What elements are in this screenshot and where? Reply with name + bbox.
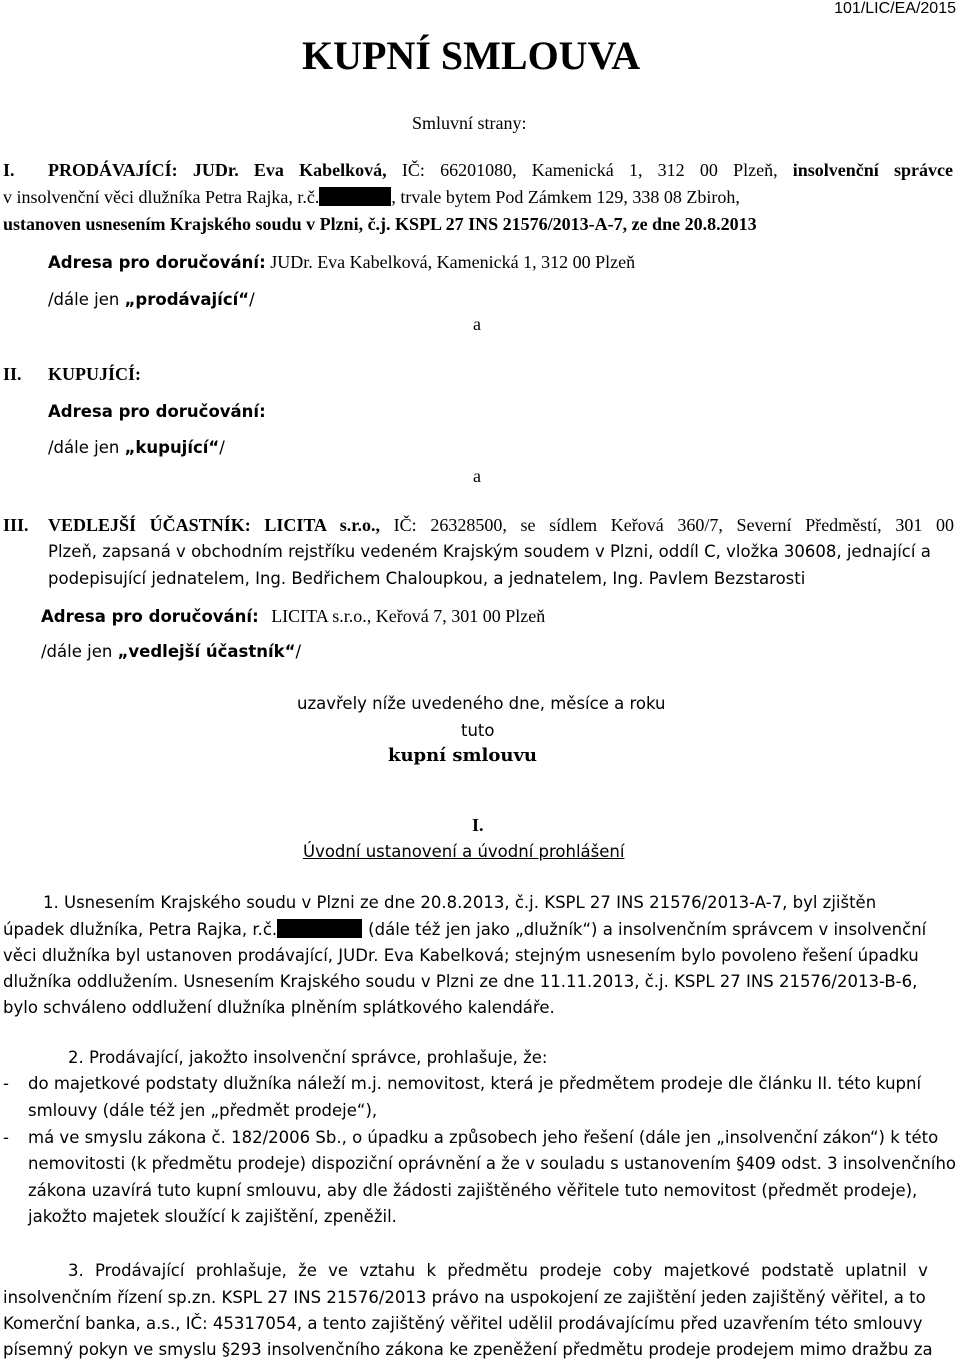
p3-line3: Komerční banka, a.s., IČ: 45317054, a tento zajištěný věřitel udělil prodávajícímu před uzavřením této smlouvy: [3, 1314, 923, 1333]
aka-name: „kupující“: [124, 438, 220, 457]
party3-number: III.: [3, 515, 29, 535]
p2-bullet1-dash: -: [3, 1074, 9, 1093]
aka-suffix: /: [295, 642, 302, 661]
party1-number: I.: [3, 160, 15, 180]
party2-address-label: Adresa pro doručování:: [48, 402, 266, 421]
aka-name: „prodávající“: [124, 290, 250, 309]
party1-seller-id: IČ: 66201080, Kamenická 1, 312 00 Plzeň,: [386, 160, 793, 180]
p1-line2-start: úpadek dlužníka, Petra Rajka, r.č.: [3, 920, 278, 939]
p1-line4: dlužníka oddlužením. Usnesením Krajského soudu v Plzni ze dne 11.11.2013, č.j. KSPL 27 INS 21576/2013-B-6,: [3, 972, 918, 991]
aka-suffix: /: [219, 438, 225, 457]
p2-bullet1-line2: smlouvy (dále též jen „předmět prodeje“),: [28, 1101, 378, 1120]
intro-line1: uzavřely níže uvedeného dne, měsíce a roku: [297, 694, 666, 713]
p1-line5: bylo schváleno oddlužení dlužníka plněním splátkového kalendáře.: [3, 998, 555, 1017]
p3-line1: 3. Prodávající prohlašuje, že ve vztahu k předmětu prodeje coby majetkové podstatě uplatnil v: [68, 1261, 928, 1280]
party1-seller-name: PRODÁVAJÍCÍ: JUDr. Eva Kabelková,: [48, 160, 387, 180]
document-reference: 101/LIC/EA/2015: [834, 0, 956, 17]
party1-line1: [48, 160, 953, 181]
p2-bullet2-line3: zákona uzavírá tuto kupní smlouvu, aby dle žádosti zajištěného věřitele tuto nemovitost (předmět prodeje),: [28, 1181, 918, 1200]
aka-prefix: /dále jen: [48, 438, 125, 457]
party1-address: [48, 252, 635, 273]
aka-name: „vedlejší účastník“: [117, 642, 296, 661]
aka-prefix: /dále jen: [41, 642, 118, 661]
party3-id: IČ: 26328500, se sídlem Keřová 360/7, Severní Předměstí, 301 00: [380, 515, 954, 535]
p1-line3: věci dlužníka byl ustanoven prodávající, JUDr. Eva Kabelková; stejným usnesením bylo povoleno řešení úpadku: [3, 946, 919, 965]
conjunction-a: a: [473, 314, 481, 334]
conjunction-a: a: [473, 466, 481, 486]
aka-prefix: /dále jen: [48, 290, 125, 309]
p2-line1: 2. Prodávající, jakožto insolvenční správce, prohlašuje, že:: [68, 1048, 548, 1067]
p3-line4: písemný pokyn ve smyslu §293 insolvenčního zákona ke zpeněžení předmětu prodeje prodejem mimo dražbu za: [3, 1340, 933, 1359]
party1-address-label: Adresa pro doručování:: [48, 253, 266, 272]
party3-line1: [48, 515, 954, 536]
party2-number: II.: [3, 364, 22, 384]
party1-line2: [3, 187, 740, 208]
p2-bullet2-dash: -: [3, 1128, 9, 1147]
party1-seller-role: insolvenční správce: [792, 160, 953, 180]
intro-line2: tuto: [461, 721, 495, 740]
p3-line2: insolvenčním řízení sp.zn. KSPL 27 INS 21576/2013 právo na uspokojení ze zajištění jeden zajištěný věřitel, a to: [3, 1288, 926, 1307]
section1-title: Úvodní ustanovení a úvodní prohlášení: [303, 842, 625, 861]
party3-address-value: LICITA s.r.o., Keřová 7, 301 00 Plzeň: [271, 606, 546, 626]
party1-address-value: JUDr. Eva Kabelková, Kamenická 1, 312 00 Plzeň: [265, 252, 636, 272]
party1-line3: ustanoven usnesením Krajského soudu v Plzni, č.j. KSPL 27 INS 21576/2013-A-7, ze dne 20.8.2013: [3, 214, 757, 234]
party2-aka: [48, 438, 225, 457]
party2-label: KUPUJÍCÍ:: [48, 364, 141, 384]
section1-number: I.: [472, 815, 484, 835]
party3-name: VEDLEJŠÍ ÚČASTNÍK: LICITA s.r.o.,: [48, 515, 381, 535]
p2-bullet2-line4: jakožto majetek sloužící k zajištění, zpeněžil.: [28, 1207, 397, 1226]
p1-line1: 1. Usnesením Krajského soudu v Plzni ze dne 20.8.2013, č.j. KSPL 27 INS 21576/2013-A-7, byl zjištěn: [43, 893, 877, 912]
redaction-box: [319, 187, 391, 206]
party1-aka: [48, 290, 255, 309]
party3-line2: Plzeň, zapsaná v obchodním rejstříku vedeném Krajským soudem v Plzni, oddíl C, vložka 30608, jednající a: [48, 542, 931, 561]
party1-debtor: v insolvenční věci dlužníka Petra Rajka, r.č.: [3, 187, 320, 207]
parties-heading: Smluvní strany:: [412, 113, 527, 133]
party3-line3: podepisující jednatelem, Ing. Bedřichem Chaloupkou, a jednatelem, Ing. Pavlem Bezstarosti: [48, 569, 806, 588]
p1-line2: [3, 919, 954, 939]
aka-suffix: /: [249, 290, 255, 309]
p2-bullet2-line1: má ve smyslu zákona č. 182/2006 Sb., o úpadku a způsobech jeho řešení (dále jen „insolvenční zákon“) k této: [28, 1128, 939, 1147]
party3-aka: [41, 642, 301, 661]
party3-address: [41, 606, 545, 627]
party1-debtor-address: , trvale bytem Pod Zámkem 129, 338 08 Zbiroh,: [391, 187, 740, 207]
document-title: KUPNÍ SMLOUVA: [302, 33, 641, 78]
p2-bullet2-line2: nemovitosti (k předmětu prodeje) dispoziční oprávnění a že v souladu s ustanovením §409 odst. 3 insolvenčního: [28, 1154, 957, 1173]
p2-bullet1-line1: do majetkové podstaty dlužníka náleží m.j. nemovitost, která je předmětem prodeje dle článku II. této kupní: [28, 1074, 922, 1093]
p1-line2-end: (dále též jen jako „dlužník“) a insolvenčním správcem v insolvenční: [368, 920, 927, 939]
redaction-box: [277, 919, 362, 938]
contract-subtitle: kupní smlouvu: [388, 745, 537, 766]
party3-address-label: Adresa pro doručování:: [41, 607, 259, 626]
